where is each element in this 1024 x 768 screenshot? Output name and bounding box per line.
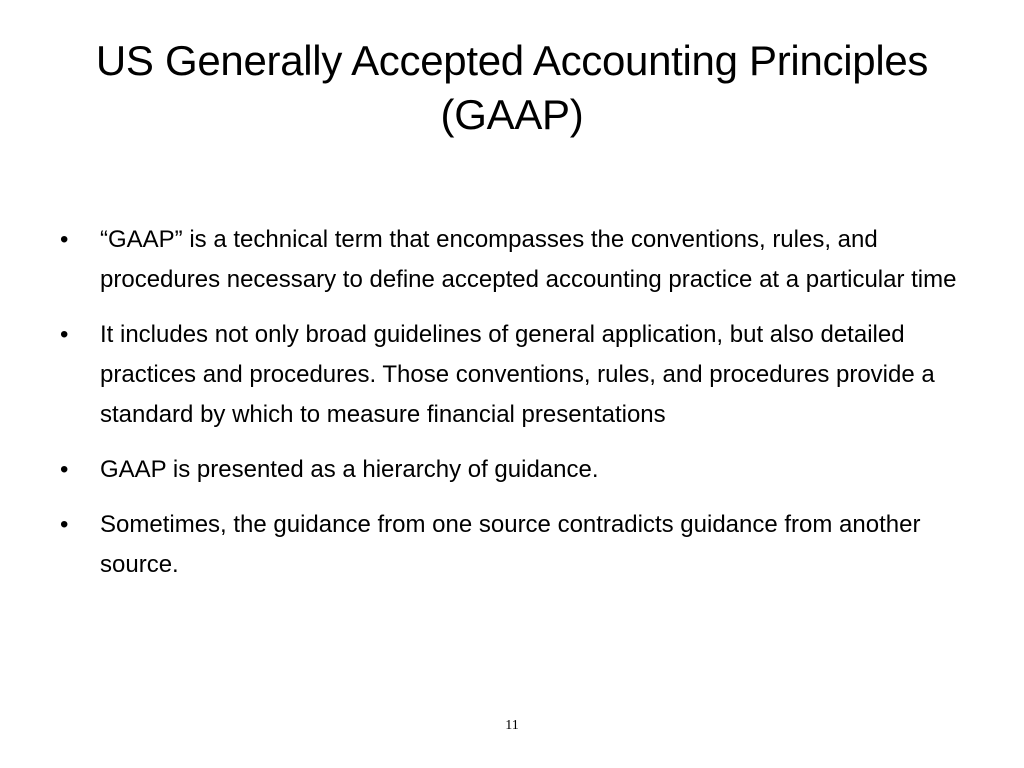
bullet-icon: •	[60, 511, 69, 538]
bullet-item	[58, 505, 958, 585]
bullet-text: “GAAP” is a technical term that encompasses the conventions, rules, and procedures necessary to define accepted accounting practice at a particular time	[100, 226, 957, 293]
bullet-icon: •	[60, 226, 69, 253]
bullet-icon: •	[60, 321, 69, 348]
bullet-item	[58, 450, 958, 490]
bullet-text: GAAP is presented as a hierarchy of guidance.	[100, 456, 599, 483]
bullet-item	[58, 220, 958, 300]
page-number: 11	[505, 718, 519, 733]
bullet-text: Sometimes, the guidance from one source contradicts guidance from another source.	[100, 511, 921, 578]
bullet-item	[58, 315, 958, 435]
bullet-list	[58, 220, 958, 600]
bullet-icon: •	[60, 456, 69, 483]
slide-title: US Generally Accepted Accounting Principles (GAAP)	[95, 37, 929, 138]
bullet-text: It includes not only broad guidelines of general application, but also detailed practices and procedures. Those conventions, rules, and procedures provide a standard by which to measure financial presentations	[100, 321, 935, 428]
